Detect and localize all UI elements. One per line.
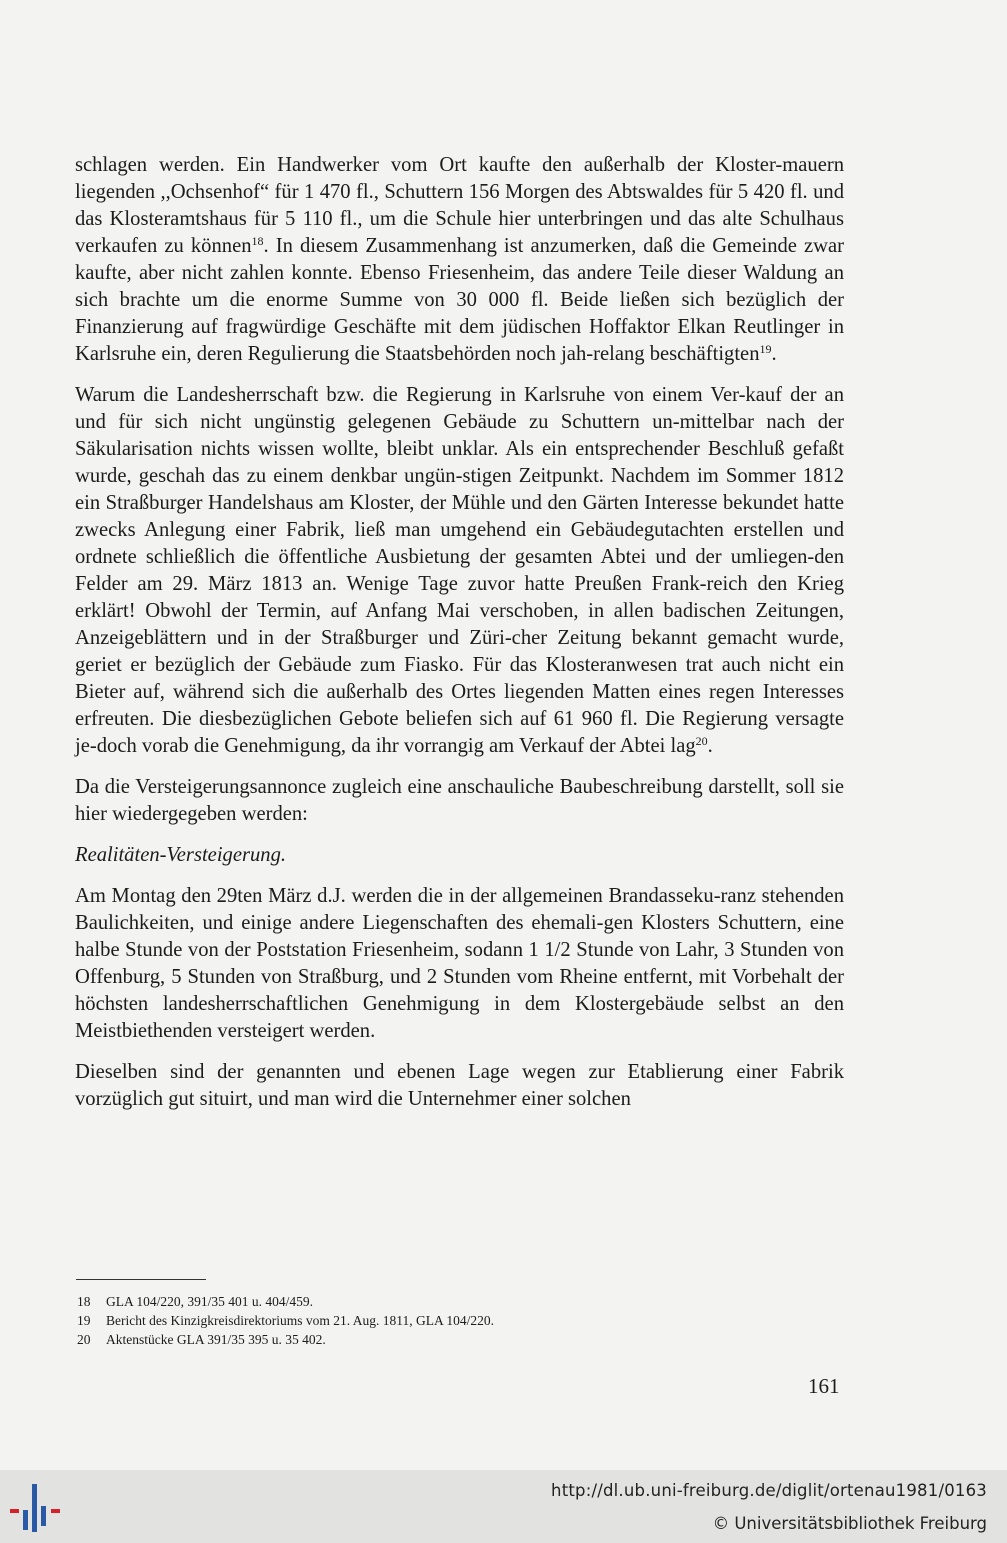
paragraph-1: schlagen werden. Ein Handwerker vom Ort kaufte den außerhalb der Kloster-mauern liegenden ,,Ochsenhof“ für 1 470 fl., Schuttern 156 Morgen des Abtswaldes für 5 420 fl. und das Klosteramtshaus für 5 110 fl., um die Schule hier unterbringen und das alte Schulhaus verkaufen zu können$^{18}$. In diesem Zusammenhang ist anzumerken, daß die Gemeinde zwar kaufte, aber nicht zahlen konnte. Ebenso Friesenheim, das andere Teile dieser Waldung an sich brachte um die enorme Summe von 30 000 fl. Beide ließen sich bezüglich der Finanzierung auf fragwürdige Geschäfte mit dem jüdischen Hoffaktor Elkan Reutlinger in Karlsruhe ein, deren Regulierung die Staatsbehörden noch jah-relang beschäftigten$^{19}$. bbox=[75, 154, 844, 365]
source-url[interactable]: http://dl.ub.uni-freiburg.de/diglit/ortenau1981/0163 bbox=[551, 1481, 987, 1500]
paragraph-5: Dieselben sind der genannten und ebenen Lage wegen zur Etablierung einer Fabrik vorzüglich gut situirt, und man wird die Unternehmer einer solchen bbox=[75, 1061, 844, 1110]
ub-freiburg-logo-icon bbox=[8, 1480, 68, 1536]
footnotes bbox=[77, 1292, 777, 1349]
footnote-text: Bericht des Kinzigkreisdirektoriums vom 21. Aug. 1811, GLA 104/220. bbox=[106, 1313, 494, 1328]
copyright-notice: © Universitätsbibliothek Freiburg bbox=[712, 1514, 987, 1533]
footnote-number: 19 bbox=[77, 1313, 91, 1328]
footnote-number: 18 bbox=[77, 1294, 91, 1309]
page-number: 161 bbox=[808, 1374, 840, 1398]
footnote-ref-18: 18 bbox=[251, 234, 264, 248]
footnote-ref-19: 19 bbox=[759, 342, 772, 356]
paragraph-2: Warum die Landesherrschaft bzw. die Regierung in Karlsruhe von einem Ver-kauf der an und für sich nicht ungünstig gelegenen Gebäude zu Schuttern un-mittelbar nach der Säkularisation nichts wissen wollte, bleibt unklar. Als ein entsprechender Beschluß gefaßt wurde, geschah das zu einem denkbar ungün-stigen Zeitpunkt. Nachdem im Sommer 1812 ein Straßburger Handelshaus am Kloster, der Mühle und den Gärten Interesse bekundet hatte zwecks Anlegung einer Fabrik, ließ man umgehend ein Gebäudegutachten erstellen und ordnete schließlich die öffentliche Ausbietung der gesamten Abtei und der umliegen-den Felder am 29. März 1813 an. Wenige Tage zuvor hatte Preußen Frank-reich den Krieg erklärt! Obwohl der Termin, auf Anfang Mai verschoben, in allen badischen Zeitungen, Anzeigeblättern und in der Straßburger und Züri-cher Zeitung bekannt gemacht wurde, geriet er bezüglich der Gebäude zum Fiasko. Für das Klosteranwesen trat auch nicht ein Bieter auf, während sich die außerhalb des Ortes liegenden Matten eines regen Interesses erfreuten. Die diesbezüglichen Gebote beliefen sich auf 61 960 fl. Die Regierung versagte je-doch vorab die Genehmigung, da ihr vorrangig am Verkauf der Abtei lag$^{20}$. bbox=[75, 384, 844, 757]
footnote-number: 20 bbox=[77, 1332, 91, 1347]
section-heading: Realitäten-Versteigerung. bbox=[75, 844, 287, 866]
footnote-19 bbox=[77, 1311, 777, 1330]
footnote-18 bbox=[77, 1292, 777, 1311]
paragraph-4: Am Montag den 29ten März d.J. werden die in der allgemeinen Brandasseku-ranz stehenden Baulichkeiten, und einige andere Liegenschaften des ehemali-gen Klosters Schuttern, eine halbe Stunde von der Poststation Friesenheim, sodann 1 1/2 Stunde von Lahr, 3 Stunden von Offenburg, 5 Stunden von Straßburg, und 2 Stunden vom Rheine entfernt, mit Vorbehalt der höchsten landesherrschaftlichen Genehmigung in dem Klostergebäude selbst an den Meistbiethenden versteigert werden. bbox=[75, 885, 844, 1042]
paragraph-3: Da die Versteigerungsannonce zugleich eine anschauliche Baubeschreibung darstellt, soll sie hier wiedergegeben werden: bbox=[75, 776, 844, 825]
footnote-20 bbox=[77, 1330, 777, 1349]
library-footer bbox=[0, 1470, 1007, 1543]
footnote-text: GLA 104/220, 391/35 401 u. 404/459. bbox=[106, 1294, 314, 1309]
body-text bbox=[75, 152, 844, 1127]
footnote-text: Aktenstücke GLA 391/35 395 u. 35 402. bbox=[106, 1332, 326, 1347]
footnote-ref-20: 20 bbox=[695, 734, 708, 748]
footnote-separator bbox=[76, 1279, 206, 1280]
